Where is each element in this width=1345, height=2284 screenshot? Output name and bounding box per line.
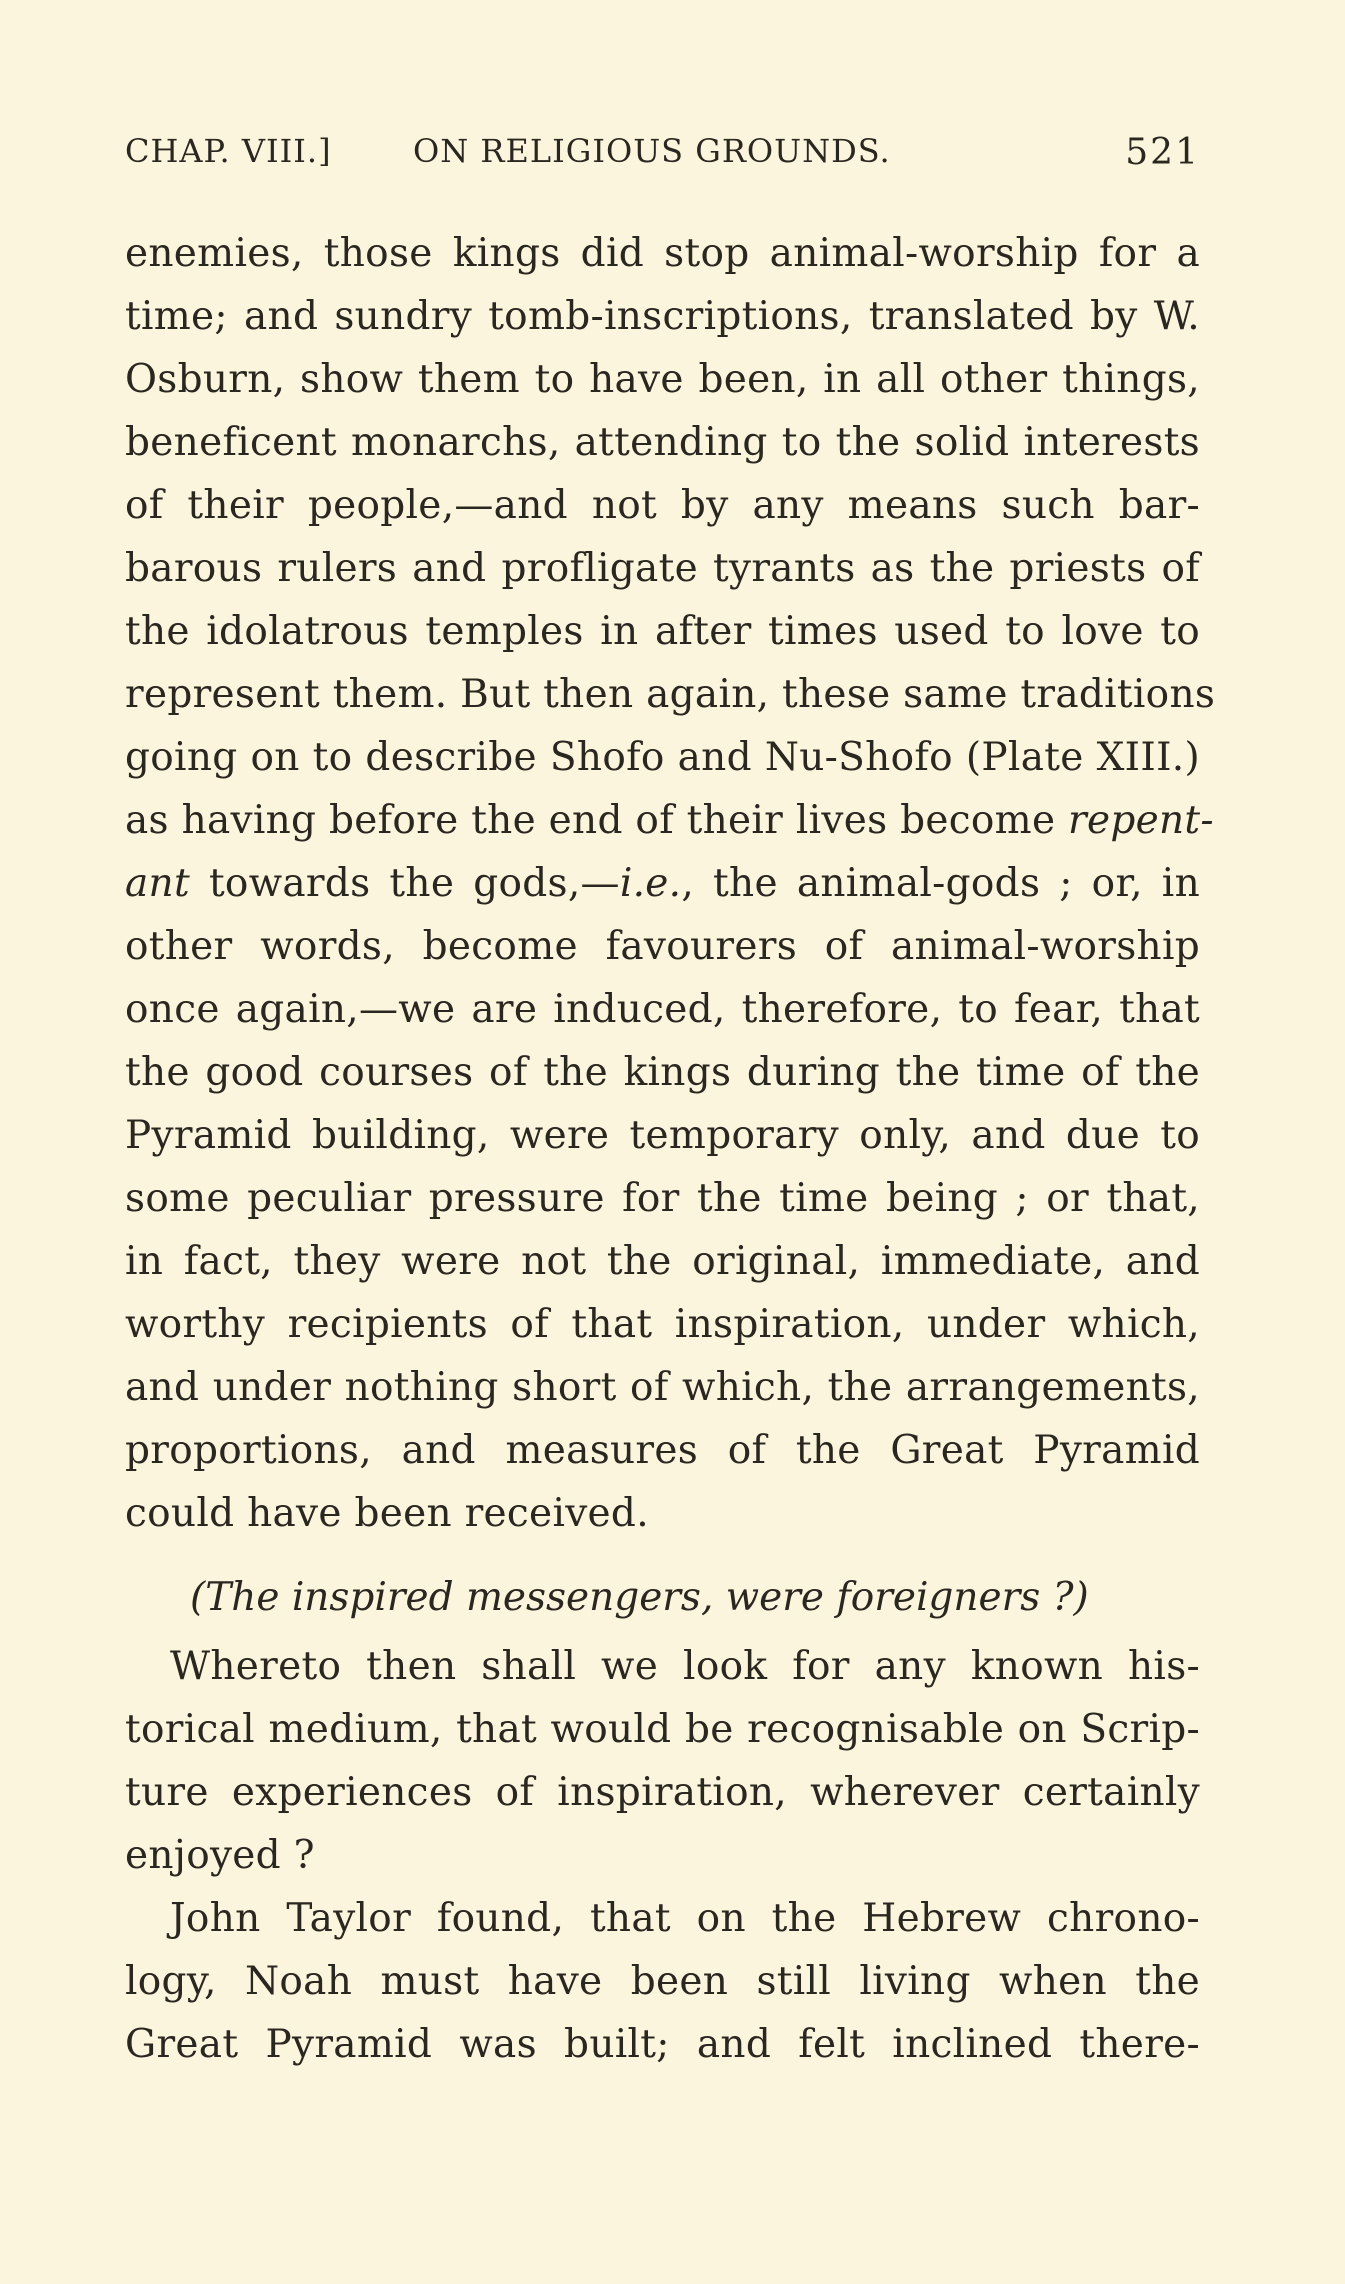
text-line: represent them. But then again, these same traditions xyxy=(125,672,1216,717)
italic-text: repent- xyxy=(1068,798,1214,843)
text-line: Whereto then shall we look for any known his- xyxy=(170,1644,1200,1689)
running-head xyxy=(125,132,1200,182)
text-line: Great Pyramid was built; and felt inclined there- xyxy=(125,2022,1200,2067)
text-line: proportions, and measures of the Great Pyramid xyxy=(125,1428,1200,1473)
section-subheading: (The inspired messengers, were foreigners ?) xyxy=(190,1575,1089,1620)
text-line: enemies, those kings did stop animal-worship for a xyxy=(125,231,1200,276)
text-line: of their people,—and not by any means such bar- xyxy=(125,483,1200,528)
italic-text: ant xyxy=(125,861,190,906)
text-line: in fact, they were not the original, immediate, and xyxy=(125,1239,1200,1284)
text-line: John Taylor found, that on the Hebrew chrono- xyxy=(170,1896,1200,1941)
text-line: the good courses of the kings during the time of the xyxy=(125,1050,1200,1095)
paragraph-1 xyxy=(125,222,1216,1545)
text-line xyxy=(125,789,1214,852)
text-line: enjoyed ? xyxy=(125,1833,315,1878)
text-line: other words, become favourers of animal-worship xyxy=(125,924,1200,969)
text-line: the idolatrous temples in after times used to love to xyxy=(125,609,1200,654)
text-line: Osburn, show them to have been, in all other things, xyxy=(125,357,1200,402)
text-line: once again,—we are induced, therefore, to fear, that xyxy=(125,987,1200,1032)
text-run: , the animal-gods ; or, in xyxy=(681,861,1200,906)
text-line xyxy=(125,852,1200,915)
paragraph-3 xyxy=(125,1887,1200,2076)
text-line: time; and sundry tomb-inscriptions, translated by W. xyxy=(125,294,1200,339)
running-head-title: ON RELIGIOUS GROUNDS. xyxy=(413,132,891,170)
text-line: barous rulers and profligate tyrants as the priests of xyxy=(125,546,1200,591)
text-line: and under nothing short of which, the arrangements, xyxy=(125,1365,1200,1410)
text-line: some peculiar pressure for the time being ; or that, xyxy=(125,1176,1200,1221)
text-line: torical medium, that would be recognisable on Scrip- xyxy=(125,1707,1200,1752)
text-line: ture experiences of inspiration, wherever certainly xyxy=(125,1770,1200,1815)
text-run: as having before the end of their lives become xyxy=(125,798,1069,843)
text-line: Pyramid building, were temporary only, and due to xyxy=(125,1113,1200,1158)
text-line: logy, Noah must have been still living when the xyxy=(125,1959,1200,2004)
text-line: worthy recipients of that inspiration, under which, xyxy=(125,1302,1200,1347)
text-line: could have been received. xyxy=(125,1491,649,1536)
running-head-chapter: CHAP. VIII.] xyxy=(125,132,332,170)
page-number: 521 xyxy=(1125,132,1200,173)
text-line: beneficent monarchs, attending to the solid interests xyxy=(125,420,1200,465)
text-line: going on to describe Shofo and Nu-Shofo (Plate XIII.) xyxy=(125,735,1200,780)
paragraph-2 xyxy=(125,1635,1200,1887)
text-run: towards the gods,— xyxy=(189,861,620,906)
italic-text: i.e. xyxy=(619,861,682,906)
